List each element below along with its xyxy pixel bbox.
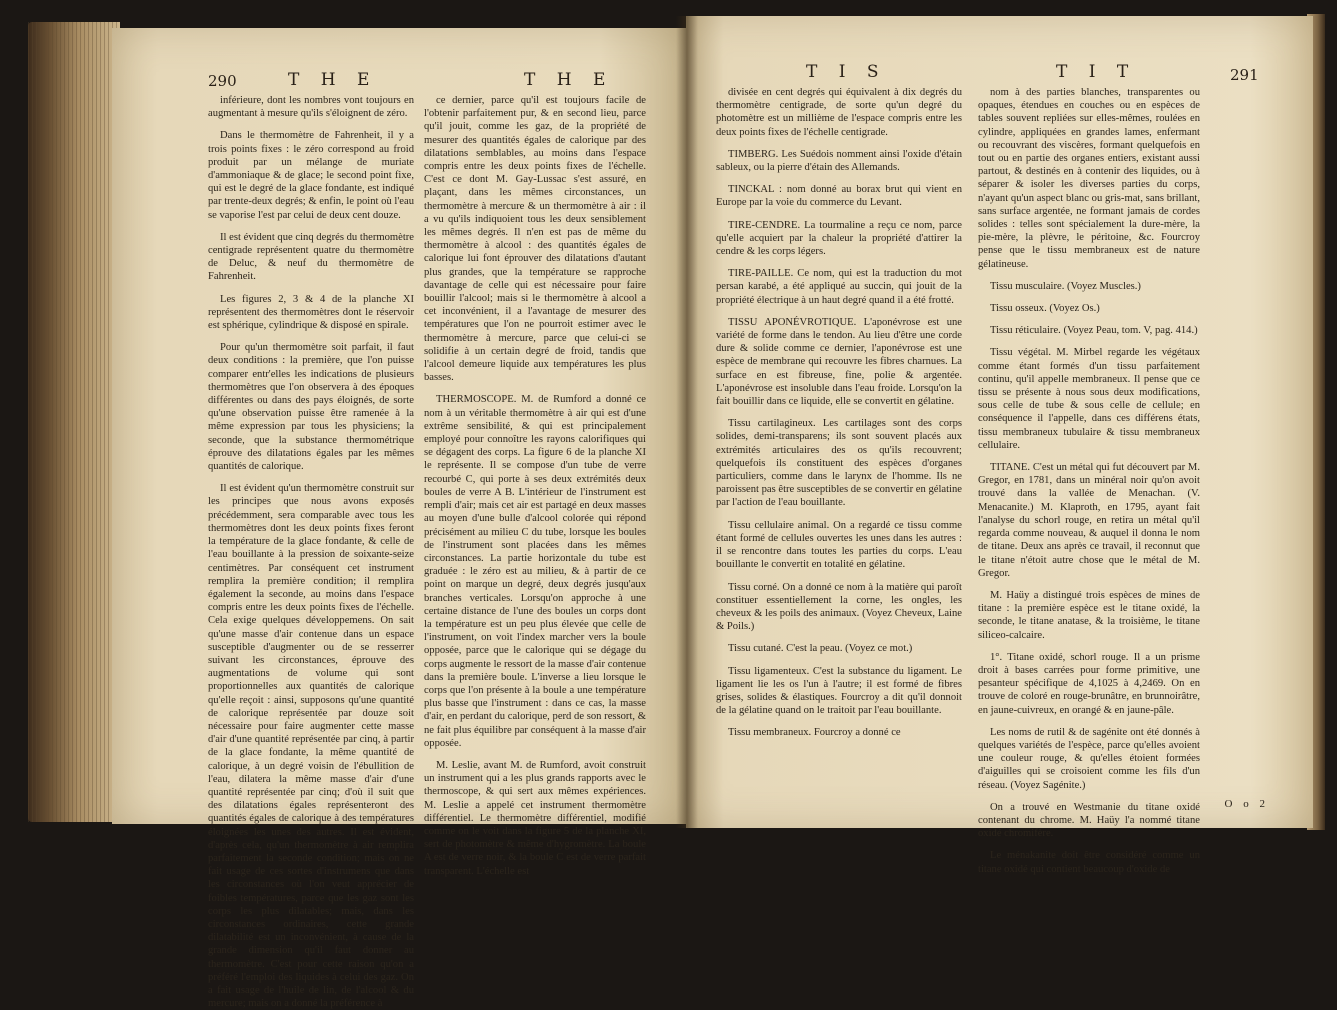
right-column-1 [716,86,962,804]
paragraph: TISSU APONÉVROTIQUE. L'aponévrose est une variété de forme dans le tendon. Au lieu d'être une corde dure & solide comme ce dernier, l'aponévrose est une espèce de membrane qui recouvre les fibres charnues. La surface en est fibreuse, fine, polie & argentée. L'aponévrose est insoluble dans l'eau froide. Lorsqu'on la fait bouillir dans ce liquide, elle se convertit en gélatine. [716,316,962,408]
paragraph: Tissu cutané. C'est la peau. (Voyez ce mot.) [728,643,913,655]
paragraph: Tissu membraneux. Fourcroy a donné ce [728,727,901,739]
paragraph: Tissu corné. On a donné ce nom à la matière qui paroît constituer essentiellement la corne, les ongles, les cheveux & les poils des animaux. (Voyez Cheveux, Laine & Poils.) [716,581,962,633]
paragraph: M. Haüy a distingué trois espèces de mines de titane : la première espèce est le titane oxidé, la seconde, le titane anatase, & la troisième, le titane siliceo-calcaire. [978,589,1200,641]
paragraph: TITANE. C'est un métal qui fut découvert par M. Gregor, en 1781, dans un minéral noir qu'on avoit trouvé dans la vallée de Menachan. (V. Menacanite.) M. Klaproth, en 1795, ayant fait l'analyse du schorl rouge, en retira un métal qu'il regarda comme nouveau, & auquel il donna le nom de titane. Deux ans après ce travail, il reconnut que le titane n'étoit autre chose que le métal de M. Gregor. [978,462,1200,579]
paragraph: Il est évident que cinq degrés du thermomètre centigrade représentent quatre du thermomètre de Deluc, & neuf du thermomètre de Fahrenheit. [208,231,414,283]
left-page-number: 290 [208,72,237,90]
paragraph: Tissu ligamenteux. C'est la substance du ligament. Le ligament lie les os l'un à l'autre; il est formé de fibres grises, solides & élastiques. Fourcroy a dit qu'il donnoit de la gélatine quand on le traitoit par l'eau bouillante. [716,665,962,717]
paragraph: TIRE-CENDRE. La tourmaline a reçu ce nom, parce qu'elle acquiert par la chaleur la propriété d'attirer la cendre & les corps légers. [716,219,962,258]
right-page-number: 291 [1230,66,1259,84]
paragraph: divisée en cent degrés qui équivalent à dix degrés du thermomètre centigrade, de sorte qu'un degré du photomètre est un millième de l'espace compris entre les deux points fixes de l'échelle centigrade. [716,87,962,138]
paragraph: Dans le thermomètre de Fahrenheit, il y a trois points fixes : le zéro correspond au froid produit par un mélange de muriate d'ammoniaque & de glace; le second point fixe, qui est le degré de la glace fondante, est indiqué par trente-deux degrés; & enfin, le point où l'eau se vaporise l'est par celui de deux cent douze. [208,130,414,221]
signature-mark: O o 2 [1224,798,1269,810]
paragraph: nom à des parties blanches, transparentes ou opaques, étendues en couches ou en espèces de tables souvent repliées sur elles-mêmes, roulées en cylindre, appliquées en grandes lames, enfermant ou recouvrant des viscères, formant quelquefois en tout ou en partie des organes entiers, existant aussi partout, & destinés en à contenir des liquides, ou à séparer & isoler les diverses parties du corps, n'ayant qu'un aspect blanc ou gris-mat, sans brillant, sans surface argentée, ne formant jamais de cordes solides : telles sont spécialement la dure-mère, la pie-mère, la plèvre, le péritoine, &c. Fourcroy pense que le tissu membraneux est de nature gélatineuse. [978,87,1200,270]
paragraph: Tissu osseux. (Voyez Os.) [990,303,1100,315]
paragraph: Les noms de rutil & de sagénite ont été donnés à quelques variétés de l'espèce, parce qu'elles avoient une couleur rouge, & qu'elles étoient formées d'aiguilles qui se croisoient comme les fils d'un réseau. (Voyez Sagénite.) [978,726,1200,791]
paragraph: On a trouvé en Westmanie du titane oxidé contenant du chrome. M. Haüy l'a nommé titane oxidé chromifère. [978,801,1200,840]
paragraph: Tissu végétal. M. Mirbel regarde les végétaux comme étant formés d'un tissu parfaitement continu, qu'il appelle membraneux. Il pense que ce tissu se présente à nous sous deux modifications, sous celle de tube & sous celle de cellule; en conséquence il l'appelle, dans ces différens états, tissu membraneux tubulaire & tissu membraneux cellulaire. [978,347,1200,451]
left-running-head-1: T H E [288,70,378,90]
left-column-2 [424,94,646,877]
paragraph: Tissu musculaire. (Voyez Muscles.) [990,280,1141,292]
book-edge-left [28,22,120,822]
paragraph: TIMBERG. Les Suédois nomment ainsi l'oxide d'étain sableux, ou la pierre d'étain des Allemands. [716,148,962,174]
paragraph: TIRE-PAILLE. Ce nom, qui est la traduction du mot persan karabé, a été appliqué au succin, qui jouit de la propriété électrique à un haut degré quand il a été frotté. [716,268,962,306]
paragraph: 1°. Titane oxidé, schorl rouge. Il a un prisme droit à bases carrées pour forme primitive, une pesanteur spécifique de 4,1025 à 4,2469. On en trouve de coloré en rouge-brunâtre, en brunnoirâtre, en jaune-cuivreux, en orangé & en jaune-pâle. [978,651,1200,716]
paragraph: M. Leslie, avant M. de Rumford, avoit construit un instrument qui a les plus grands rapports avec le thermoscope, & qui sert aux mêmes expériences. M. Leslie a appelé cet instrument thermomètre différentiel. Le thermomètre différentiel, modifié comme on le voit dans la figure 5 de la planche XI, sert de photomètre & même d'hygromètre. La boule A est de verre noir, & la boule C est de verre parfait transparent. L'échelle est [424,759,646,877]
paragraph: Le ménakanite doit être considéré comme un titane oxidé qui contient beaucoup d'oxide de [978,850,1200,875]
right-page [686,16,1313,875]
right-column-2 [978,86,1200,875]
paragraph: inférieure, dont les nombres vont toujours en augmentant à mesure qu'ils s'éloignent de zéro. [208,95,414,120]
right-running-head-2: T I T [1056,62,1137,82]
paragraph: Tissu réticulaire. (Voyez Peau, tom. V, pag. 414.) [990,325,1198,337]
left-page [112,28,686,1010]
left-column-1 [208,94,414,1010]
paragraph: Pour qu'un thermomètre soit parfait, il faut deux conditions : la première, que l'on puisse comparer entr'elles les indications de plusieurs thermomètres que l'on observera à des époques différentes ou dans des pays éloignés, de sorte qu'une observation puisse être ramenée à la même expression par tous les physiciens; la seconde, que la substance thermométrique éprouve des dilatations égales par les mêmes quantités de calorique. [208,342,414,473]
paragraph: Tissu cartilagineux. Les cartilages sont des corps solides, demi-transparens; ils sont souvent placés aux extrémités articulaires des os qu'ils recouvrent; quelquefois ils constituent des espèces d'organes particuliers, comme dans le larynx de l'homme. Ils ne paroissent pas être susceptibles de se convertir en gélatine par l'action de l'eau bouillante. [716,418,962,509]
paragraph: ce dernier, parce qu'il est toujours facile de l'obtenir parfaitement pur, & en second lieu, parce qu'il jouit, comme les gaz, de la propriété de mesurer des quantités égales de calorique par des dilatations semblables, au moins dans l'espace compris entre les deux points fixes de l'échelle. C'est ce dont M. Gay-Lussac s'est assuré, en plaçant, dans les mêmes circonstances, un thermomètre à mercure & un thermomètre à air : il a vu qu'ils indiquoient tous les deux sensiblement les mêmes degrés. Il n'en est pas de même du thermomètre à alcool : des quantités égales de calorique lui font éprouver des dilatations d'autant plus grandes, que la température se rapproche davantage de celle qui est nécessaire pour faire bouillir l'alcool; mais si le thermomètre à alcool a cet inconvénient, il a l'avantage de mesurer des températures que l'on ne pourroit estimer avec le thermomètre à mercure, parce que celui-ci se solidifie à un certain degré de froid, tandis que l'alcool demeure liquide aux températures les plus basses. [424,95,646,384]
left-running-head-2: T H E [524,70,614,90]
book-gutter [676,16,698,828]
paragraph: Les figures 2, 3 & 4 de la planche XI représentent des thermomètres dont le réservoir est sphérique, cylindrique & disposé en spirale. [208,293,414,332]
right-running-head-1: T I S [806,62,887,82]
paragraph: Tissu cellulaire animal. On a regardé ce tissu comme étant formé de cellules ouvertes les unes dans les autres : il se rencontre dans toutes les parties du corps. L'eau bouillante le convertit en totalité en gélatine. [716,519,962,571]
paragraph: Il est évident qu'un thermomètre construit sur les principes que nous avons exposés précédemment, sera comparable avec tous les thermomètres dont les deux points fixes feront la température de la glace fondante, & celle de l'eau bouillante à la pression de soixante-seize centimètres. Par conséquent cet instrument remplira la première condition; il remplira également la seconde, au moins dans l'espace compris entre les deux points fixes de l'échelle. Cela exige quelques développemens. On sait qu'une masse d'air contenue dans un espace susceptible d'augmenter ou de se resserrer suivant les circonstances, éprouve des augmentations de volume qui sont proportionnelles aux quantités de calorique qu'elle reçoit : ainsi, supposons qu'une quantité de calorique représentée par douze soit nécessaire pour faire augmenter cette masse d'air d'une quantité représentée par cinq, à partir de la glace fondante, la même quantité de calorique, à un degré voisin de l'ébullition de l'eau, dilatera la même masse d'air d'une quantité représentée par cinq; d'où il suit que des dilatations égales représenteront des quantités égales de calorique à des températures éloignées les unes des autres. Il est évident, d'après cela, qu'un thermomètre à air remplira parfaitement la seconde condition; mais on ne fait usage de ces sortes d'instrumens que dans les circonstances où l'on veut apprécier de foibles températures, parce que les gaz sont les corps les plus dilatables; mais, dans les circonstances ordinaires, cette grande dilatabilité est un inconvénient, à cause de la grande dimension qu'il faut donner au thermomètre. C'est pour cette raison qu'on a préféré l'emploi des liquides à celui des gaz. On a fait usage de l'huile de lin, de l'alcool & du mercure; mais on a donné la préférence à [208,483,414,1010]
paragraph: THERMOSCOPE. M. de Rumford a donné ce nom à un véritable thermomètre à air qui est d'une extrême sensibilité, & qui est principalement employé pour connoître les rayons calorifiques qui se dégagent des corps. La figure 6 de la planche XI le représente. Il se compose d'un tube de verre recourbé C, qui porte à ses deux extrémités deux boules de verre A B. L'intérieur de l'instrument est rempli d'air; mais cet air est partagé en deux masses au moyen d'une bulle d'alcool colorée qui répond précisément au milieu C du tube, lorsque les boules de l'instrument sont placées dans les mêmes circonstances. La partie horizontale du tube est graduée : le zéro est au milieu, & à partir de ce point on marque un degré, deux degrés jusqu'aux branches verticales. Lorsqu'on approche à une certaine distance de l'une des boules un corps dont la température est un peu plus élevée que celle de l'instrument, on voit l'index marcher vers la boule opposée, parce que le calorique qui se dégage du corps augmente le ressort de la masse d'air contenue dans la première boule. L'inverse a lieu lorsque le corps que l'on présente à la boule a une température plus basse que l'instrument : dans ce cas, la masse d'air, en perdant du calorique, perd de son ressort, & ne fait plus équilibre par conséquent à la masse d'air opposée. [424,394,646,749]
paragraph: TINCKAL : nom donné au borax brut qui vient en Europe par la voie du commerce du Levant. [716,184,962,209]
